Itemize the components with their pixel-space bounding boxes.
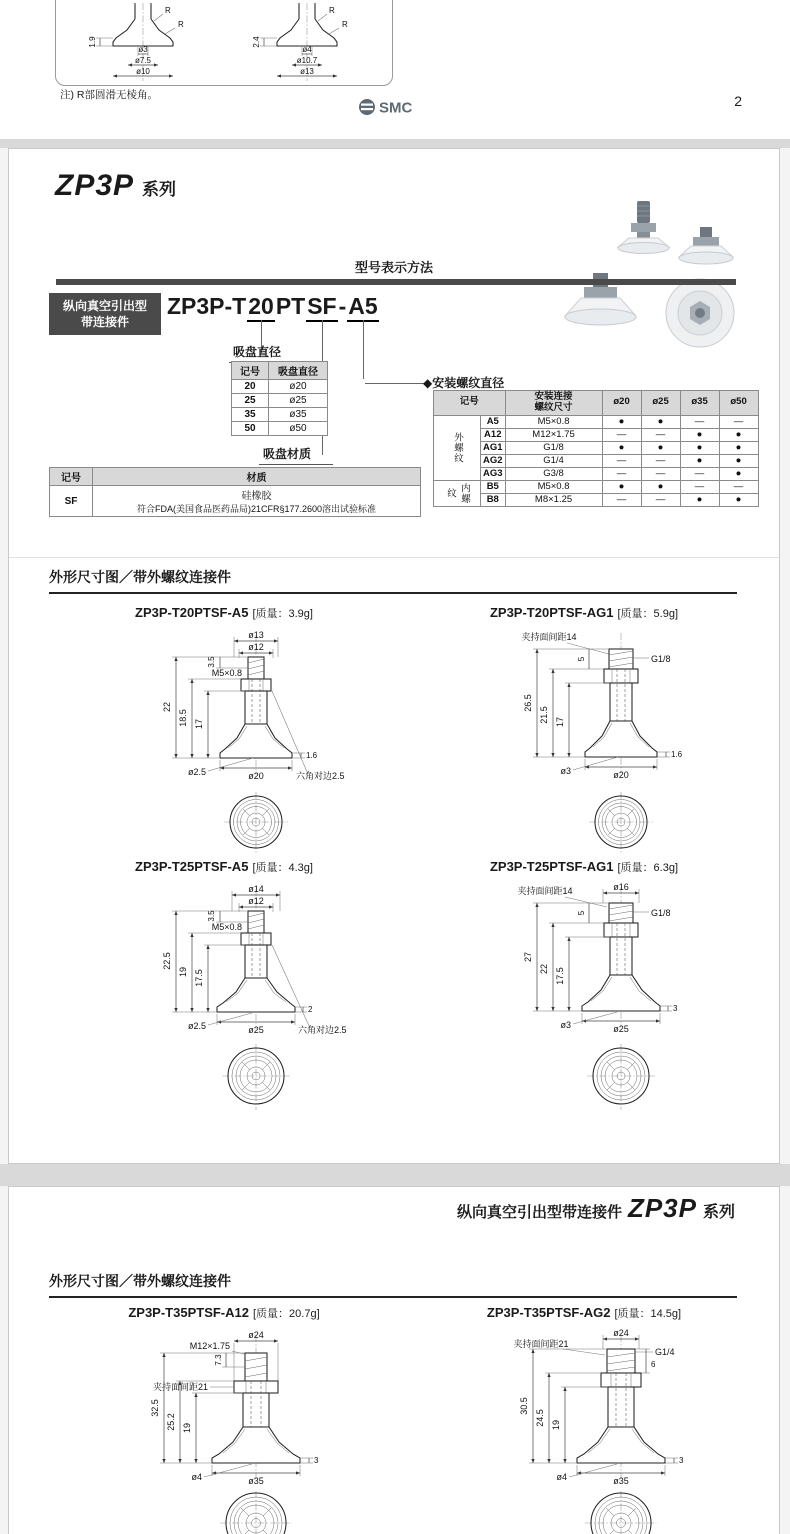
dimension-section-title: 外形尺寸图／带外螺纹连接件 xyxy=(49,1271,737,1298)
thread-label: G1/4 xyxy=(655,1347,675,1357)
dim-label: 1.9 xyxy=(88,36,97,48)
group-label-external: 外螺纹 xyxy=(434,415,481,480)
product-cup-large-top xyxy=(666,279,734,347)
page-number: 2 xyxy=(734,93,742,109)
dim-label: 25.2 xyxy=(166,1413,176,1431)
table-row: 35 ø35 xyxy=(232,408,328,422)
col-header: 记号 xyxy=(434,391,506,416)
dimension-section-title: 外形尺寸图／带外螺纹连接件 xyxy=(49,567,737,594)
table-row: 25 ø25 xyxy=(232,394,328,408)
col-header: 记号 xyxy=(232,362,269,380)
dim-label: ø35 xyxy=(613,1476,629,1486)
dim-label: 6 xyxy=(651,1360,656,1369)
dim-label: 3.5 xyxy=(207,656,216,668)
footnote: 注) R部圆滑无棱角。 xyxy=(60,89,158,101)
drawing-title: ZP3P-T20PTSF-A5 [质量：3.9g] xyxy=(135,605,313,620)
dim-label: 26.5 xyxy=(523,694,533,712)
mini-drawing-right xyxy=(232,3,382,83)
drawing-t25-a5 xyxy=(56,881,391,1111)
thread-label: M12×1.75 xyxy=(189,1341,230,1351)
table-row: 20 ø20 xyxy=(232,380,328,394)
table-row: 外螺纹 A5 M5×0.8 ● ● — — xyxy=(434,415,759,428)
dim-label: 22.5 xyxy=(162,952,172,970)
thread-label: G1/8 xyxy=(651,654,671,664)
col-header: ø20 xyxy=(602,391,641,416)
hex-note-label: 六角对边2.5 xyxy=(298,1025,347,1035)
page-separator xyxy=(0,1164,790,1186)
drawing-t20-ag1 xyxy=(421,627,756,857)
dim-label: 3 xyxy=(314,1456,319,1465)
dim-label: 19 xyxy=(178,966,188,978)
dim-label: ø7.5 xyxy=(134,56,152,65)
dim-label: 3 xyxy=(673,1004,678,1013)
thread-label: G1/8 xyxy=(651,908,671,918)
material-table xyxy=(49,467,421,517)
material-note: 符合FDA(美国食品医药品局)21CFR§177.2600溶出试验标准 xyxy=(136,504,377,514)
dim-label: ø20 xyxy=(613,770,629,780)
code-material: SF xyxy=(306,293,337,322)
dim-label: ø24 xyxy=(248,1330,264,1340)
code-dash: - xyxy=(338,293,347,319)
dim-label: ø4 xyxy=(556,1472,567,1482)
dim-label: 3.5 xyxy=(207,910,216,922)
code-prefix: ZP3P-T xyxy=(167,293,247,319)
bottom-view xyxy=(222,1044,290,1110)
dim-label: 18.5 xyxy=(178,709,188,727)
drawing-t35-a12 xyxy=(56,1327,391,1534)
drawing-title: ZP3P-T25PTSF-A5 [质量：4.3g] xyxy=(135,859,313,874)
material-name: 硅橡胶 xyxy=(241,491,272,502)
dim-label: ø25 xyxy=(248,1025,264,1035)
code-thread: A5 xyxy=(347,293,378,322)
dim-label: ø3 xyxy=(560,1020,571,1030)
dim-label: ø14 xyxy=(248,884,264,894)
clamp-label: 夹持面间距21 xyxy=(152,1382,208,1392)
table-row: SF 硅橡胶 符合FDA(美国食品医药品局)21CFR§177.2600溶出试验标准 xyxy=(50,486,421,517)
col-header: 安装连接 螺纹尺寸 xyxy=(505,391,602,416)
connector-line xyxy=(365,383,425,384)
dim-label: ø12 xyxy=(248,896,264,906)
dim-label: ø25 xyxy=(613,1024,629,1034)
dim-label: 24.5 xyxy=(535,1409,545,1427)
brand-logo-wrap xyxy=(0,97,790,122)
dim-label: ø13 xyxy=(300,67,314,76)
bottom-view xyxy=(220,1491,292,1534)
bottom-view xyxy=(585,1491,657,1534)
dim-label: 27 xyxy=(523,951,533,963)
drawing-t20-a5 xyxy=(56,627,391,857)
dim-label: 32.5 xyxy=(150,1399,160,1417)
pad-material-label: 吸盘材质 xyxy=(259,445,333,465)
dim-label: 21.5 xyxy=(539,706,549,724)
col-header: ø35 xyxy=(680,391,719,416)
col-header: ø50 xyxy=(719,391,758,416)
col-header: 记号 xyxy=(50,468,93,486)
brand-text: SMC xyxy=(379,99,413,117)
method-title-bar xyxy=(56,279,736,285)
col-header: 材质 xyxy=(93,468,421,486)
band-series: ZP3P xyxy=(627,1193,697,1223)
dim-label: 5 xyxy=(577,656,586,662)
dim-label: ø4 xyxy=(302,45,312,54)
dim-label: 22 xyxy=(162,701,172,713)
thread-diameter-label: ◆安装螺纹直径 xyxy=(423,376,505,390)
dim-label: ø2.5 xyxy=(187,1021,206,1031)
dim-label: 2 xyxy=(308,1005,313,1014)
dim-label: 5 xyxy=(577,910,586,916)
smc-logo xyxy=(358,97,432,117)
pad-diameter-table xyxy=(231,361,328,436)
previous-page-bottom xyxy=(0,0,790,139)
table-row: 50 ø50 xyxy=(232,422,328,436)
pad-diameter-label: 吸盘直径 xyxy=(229,343,291,363)
section-divider xyxy=(9,557,779,558)
type-label-line2: 带连接件 xyxy=(80,315,129,329)
dim-label: ø12 xyxy=(248,642,264,652)
table-row: AG1 G1/8 ● ● ● ● xyxy=(434,441,759,454)
table-row: AG2 G1/4 — — ● ● xyxy=(434,454,759,467)
group-label-internal: 内螺纹 xyxy=(434,480,481,506)
mini-drawing-left xyxy=(68,3,218,83)
dim-label: 17.5 xyxy=(194,969,204,987)
smc-logo-icon xyxy=(359,99,375,115)
table-header-row xyxy=(434,391,759,416)
table-row: B8 M8×1.25 — — ● ● xyxy=(434,493,759,506)
dim-label: 17 xyxy=(194,718,204,730)
drawing-title: ZP3P-T25PTSF-AG1 [质量：6.3g] xyxy=(489,859,679,874)
dim-label: ø10.7 xyxy=(296,56,318,65)
dim-label: ø3 xyxy=(560,766,571,776)
table-header-row xyxy=(50,468,421,486)
dimension-note-box xyxy=(55,0,393,86)
dim-label: 1.6 xyxy=(671,750,683,759)
dim-label: ø13 xyxy=(248,630,264,640)
code-size: 20 xyxy=(247,293,275,322)
dim-label: R xyxy=(329,6,335,15)
catalog-page-next xyxy=(8,1186,780,1534)
series-name: ZP3P xyxy=(55,169,135,202)
drawing-title: ZP3P-T20PTSF-AG1 [质量：5.9g] xyxy=(489,605,679,620)
bottom-view xyxy=(587,1044,655,1110)
dim-label: ø3 xyxy=(138,45,148,54)
type-label-line1: 纵向真空引出型 xyxy=(62,298,147,313)
dim-label: 17 xyxy=(555,716,565,728)
dim-label: 19 xyxy=(182,1422,192,1434)
drawing-title: ZP3P-T35PTSF-A12 [质量：20.7g] xyxy=(128,1305,320,1320)
dim-label: R xyxy=(178,20,184,29)
thread-label: M5×0.8 xyxy=(211,922,242,932)
thread-label: M5×0.8 xyxy=(211,668,242,678)
series-suffix: 系列 xyxy=(142,180,177,199)
type-label-box xyxy=(49,293,161,335)
dim-label: 22 xyxy=(539,963,549,975)
band-suffix: 系列 xyxy=(702,1204,735,1221)
hex-note-label: 六角对边2.5 xyxy=(296,771,345,781)
dim-label: ø10 xyxy=(136,67,150,76)
table-row: A12 M12×1.75 — — ● ● xyxy=(434,428,759,441)
drawing-t35-ag2 xyxy=(421,1327,756,1534)
dim-label: ø35 xyxy=(248,1476,264,1486)
model-code xyxy=(166,293,379,322)
drawing-t25-ag1 xyxy=(421,881,756,1111)
clamp-label: 夹持面间距14 xyxy=(521,632,577,642)
model-method-title: 型号表示方法 xyxy=(354,260,433,275)
bottom-view xyxy=(589,792,653,854)
dim-label: 3 xyxy=(679,1456,684,1465)
band-prefix: 纵向真空引出型带连接件 xyxy=(456,1204,622,1221)
dim-label: R xyxy=(342,20,348,29)
dim-label: ø16 xyxy=(613,882,629,892)
drawing-title: ZP3P-T35PTSF-AG2 [质量：14.5g] xyxy=(486,1305,682,1320)
dim-label: ø24 xyxy=(613,1328,629,1338)
bottom-view xyxy=(224,792,288,854)
dim-label: 7.3 xyxy=(214,1354,223,1366)
col-header: ø25 xyxy=(641,391,680,416)
dim-label: 1.6 xyxy=(306,751,318,760)
thread-table xyxy=(433,390,759,507)
dim-label: 17.5 xyxy=(555,967,565,985)
table-row: AG3 G3/8 — — — ● xyxy=(434,467,759,480)
code-mid: PT xyxy=(275,293,306,319)
catalog-page-main xyxy=(8,148,780,1164)
page-header-band xyxy=(457,1193,735,1224)
page-separator xyxy=(0,139,790,148)
product-cup-small-stud xyxy=(618,201,669,254)
dim-label: 19 xyxy=(551,1419,561,1431)
dim-label: ø2.5 xyxy=(187,767,206,777)
connector-line xyxy=(363,320,364,379)
table-row: 内螺纹 B5 M5×0.8 ● ● — — xyxy=(434,480,759,493)
clamp-label: 夹持面间距14 xyxy=(517,886,573,896)
dim-label: 2.4 xyxy=(252,36,261,48)
series-title xyxy=(55,169,176,203)
dim-label: ø4 xyxy=(191,1472,202,1482)
clamp-label: 夹持面间距21 xyxy=(513,1339,569,1349)
dim-label: R xyxy=(165,6,171,15)
col-header: 吸盘直径 xyxy=(269,362,328,380)
dim-label: ø20 xyxy=(248,771,264,781)
dim-label: 30.5 xyxy=(519,1397,529,1415)
